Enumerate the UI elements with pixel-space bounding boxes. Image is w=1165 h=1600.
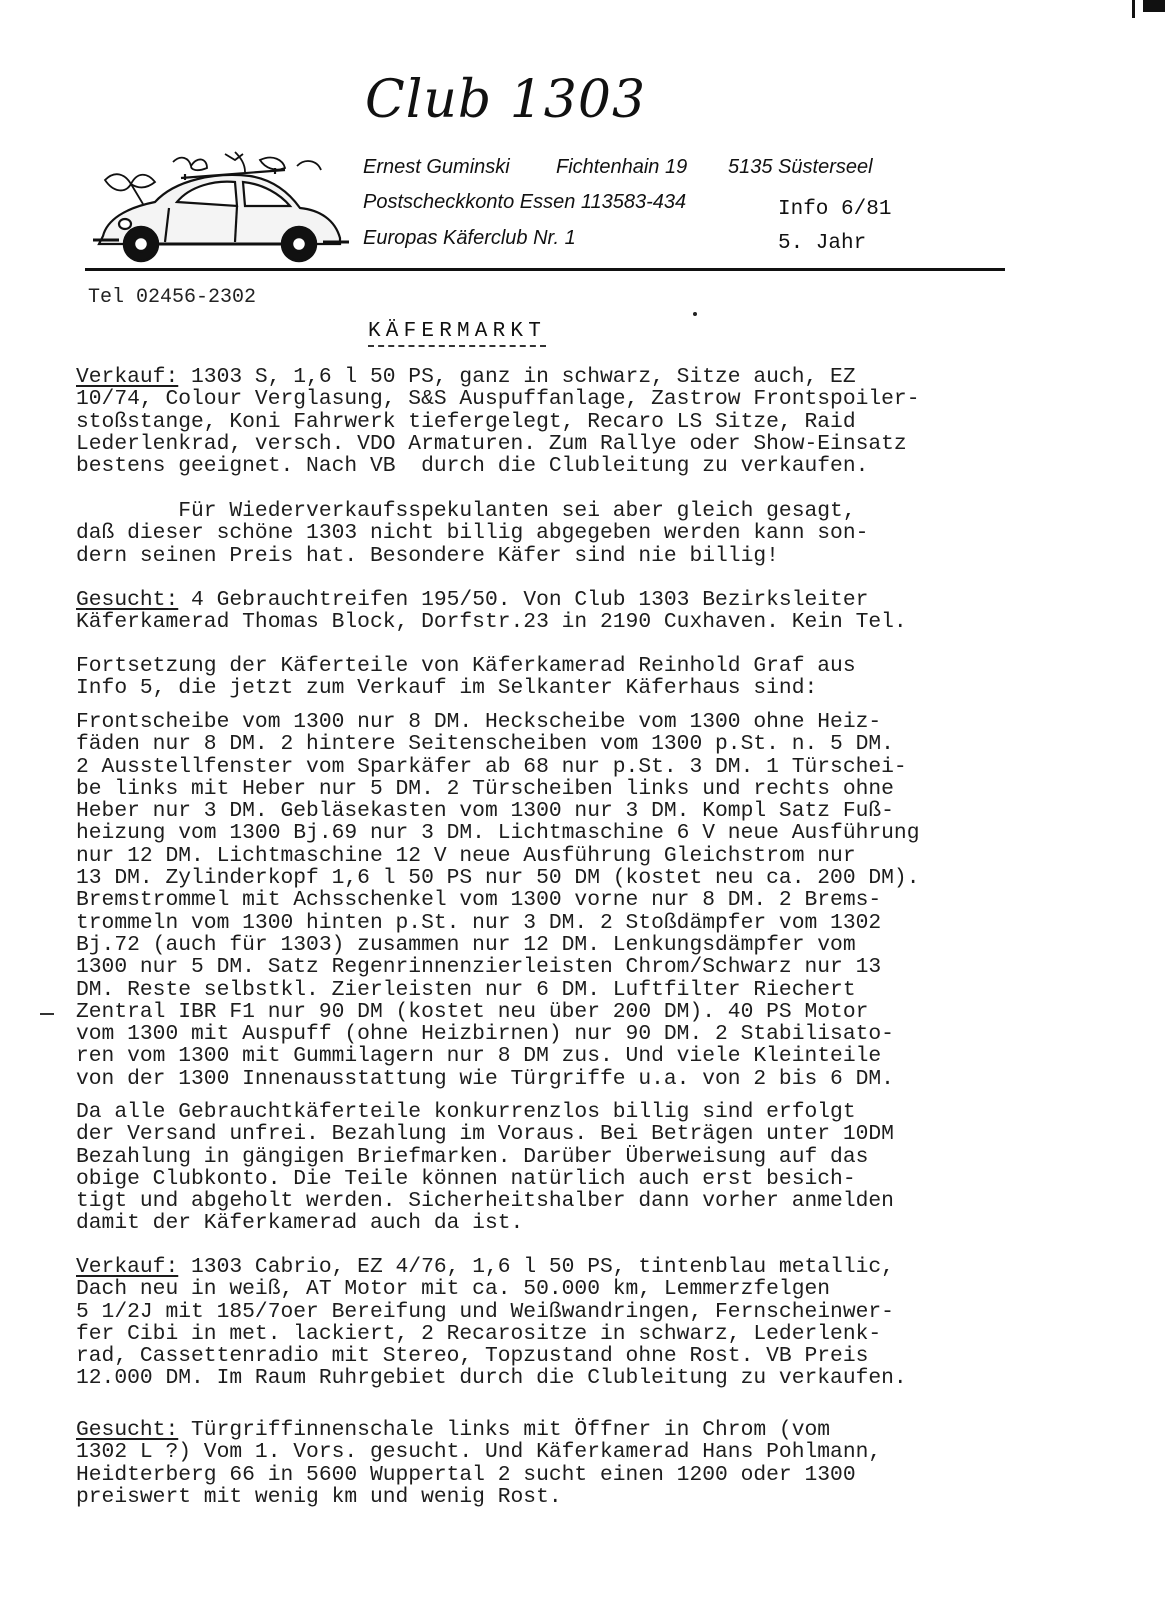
header-divider <box>85 268 1005 271</box>
parts-list: Frontscheibe vom 1300 nur 8 DM. Heckscheibe vom 1300 ohne Heiz- fäden nur 8 DM. 2 hintere Seitenscheiben vom 1300 p.St. n. 5 DM. 2 Ausstellfenster vom Sparkäfer ab 68 nur p.St. 3 DM. 1 Türschei- be links mit Heber nur 5 DM. 2 Türscheiben links und rechts ohne Heber nur 3 DM. Gebläsekasten vom 1300 nur 3 DM. Kompl Satz Fuß- heizung vom 1300 Bj.69 nur 3 DM. Lichtmaschine 6 V neue Ausführung nur 12 DM. Lichtmaschine 12 V neue Ausführung Gleichstrom nur 13 DM. Zylinderkopf 1,6 l 50 PS nur 50 DM (kostet neu ca. 200 DM). Bremstrommel mit Achsschenkel vom 1300 vorne nur 8 DM. 2 Brems- trommeln vom 1300 hinten p.St. nur 3 DM. 2 Stoßdämpfer vom 1302 Bj.72 (auch für 1303) zusammen nur 12 DM. Lenkungsdämpfer vom 1300 nur 5 DM. Satz Regenrinnenzierleisten Chrom/Schwarz nur 13 DM. Reste selbstkl. Zierleisten nur 6 DM. Luftfilter Riechert Zentral IBR F1 nur 90 DM (kostet neu über 200 DM). 40 PS Motor vom 1300 mit Auspuff (ohne Heizbirnen) nur 90 DM. 2 Stabilisato- ren vom 1300 mit Gummilagern nur 8 DM zus. Und viele Kleinteile von der 1300 Innenausstattung wie Türgriffe u.a. von 2 bis 6 DM. <box>76 710 920 1091</box>
address-street: Fichtenhain 19 <box>556 156 688 178</box>
ad-first-line: 4 Gebrauchtreifen 195/50. Von Club 1303 Bezirksleiter <box>178 588 869 612</box>
ad-sale-1303s <box>76 366 1076 477</box>
ad-body: 10/74, Colour Verglasung, S&S Auspuffanlage, Zastrow Frontspoiler- stoßstange, Koni Fahrwerk tiefergelegt, Recaro LS Sitze, Raid Lederlenkrad, versch. VDO Armaturen. Zum Rallye oder Show-Einsatz bestens geeignet. Nach VB durch die Clubleitung zu verkaufen. <box>76 387 920 479</box>
ad-first-line: 1303 Cabrio, EZ 4/76, 1,6 l 50 PS, tintenblau metallic, <box>178 1255 894 1279</box>
ad-body: Käferkamerad Thomas Block, Dorfstr.23 in 2190 Cuxhaven. Kein Tel. <box>76 610 907 635</box>
ad-body: Dach neu in weiß, AT Motor mit ca. 50.000 km, Lemmerzfelgen 5 1/2J mit 185/7oer Bereifung und Weißwandringen, Fernscheinwer- fer Cibi in met. lackiert, 2 Recarositze in schwarz, Lederlenk- rad, Cassettenradio mit Stereo, Topzustand ohne Rost. VB Preis 12.000 DM. Im Raum Ruhrgebiet durch die Clubleitung zu verkaufen. <box>76 1277 907 1391</box>
ad-first-line: 1303 S, 1,6 l 50 PS, ganz in schwarz, Sitze auch, EZ <box>178 365 856 389</box>
ad-label: Gesucht: <box>76 588 179 612</box>
ad-sale-cabrio <box>76 1256 1076 1390</box>
ad-first-line: Türgriffinnenschale links mit Öffner in Chrom (vom <box>178 1418 831 1442</box>
beetle-car-illustration <box>85 150 355 265</box>
ad-label: Verkauf: <box>76 1255 179 1279</box>
scan-margin-tick <box>40 1013 54 1015</box>
page-title: KÄFERMARKT <box>368 320 546 347</box>
ad-label: Verkauf: <box>76 365 179 389</box>
telephone-number: Tel 02456-2302 <box>88 286 257 309</box>
address-name: Ernest Guminski <box>363 156 510 178</box>
issue-year: 5. Jahr <box>778 232 867 255</box>
issue-info: Info 6/81 <box>778 198 892 221</box>
reseller-note: Für Wiederverkaufsspekulanten sei aber gleich gesagt, daß dieser schöne 1303 nicht billig abgegeben werden kann son- dern seinen Preis hat. Besondere Käfer sind nie billig! <box>76 499 869 568</box>
club-logo: Club 1303 <box>365 70 647 130</box>
scan-corner-mark <box>1143 0 1165 12</box>
club-slogan: Europas Käferclub Nr. 1 <box>363 227 576 249</box>
shipping-terms: Da alle Gebrauchtkäferteile konkurrenzlos billig sind erfolgt der Versand unfrei. Bezahlung im Voraus. Bei Beträgen unter 10DM Bezahlung in gängigen Briefmarken. Darüber Überweisung auf das obige Clubkonto. Die Teile können natürlich auch erst besich- tigt und abgeholt werden. Sicherheitshalber dann vorher anmelden damit der Käferkamerad auch da ist. <box>76 1100 894 1236</box>
ad-wanted-tyres <box>76 589 1076 634</box>
address-city: 5135 Süsterseel <box>728 156 873 178</box>
bank-account: Postscheckkonto Essen 113583-434 <box>363 191 687 213</box>
parts-intro: Fortsetzung der Käferteile von Käferkamerad Reinhold Graf aus Info 5, die jetzt zum Verkauf im Selkanter Käferhaus sind: <box>76 654 856 701</box>
ad-wanted-handle <box>76 1419 1076 1508</box>
scan-corner-mark <box>1132 0 1135 18</box>
ad-body: 1302 L ?) Vom 1. Vors. gesucht. Und Käferkamerad Hans Pohlmann, Heidterberg 66 in 5600 Wuppertal 2 sucht einen 1200 oder 1300 preiswert mit wenig km und wenig Rost. <box>76 1440 882 1509</box>
scan-speck <box>693 312 697 316</box>
ad-label: Gesucht: <box>76 1418 179 1442</box>
